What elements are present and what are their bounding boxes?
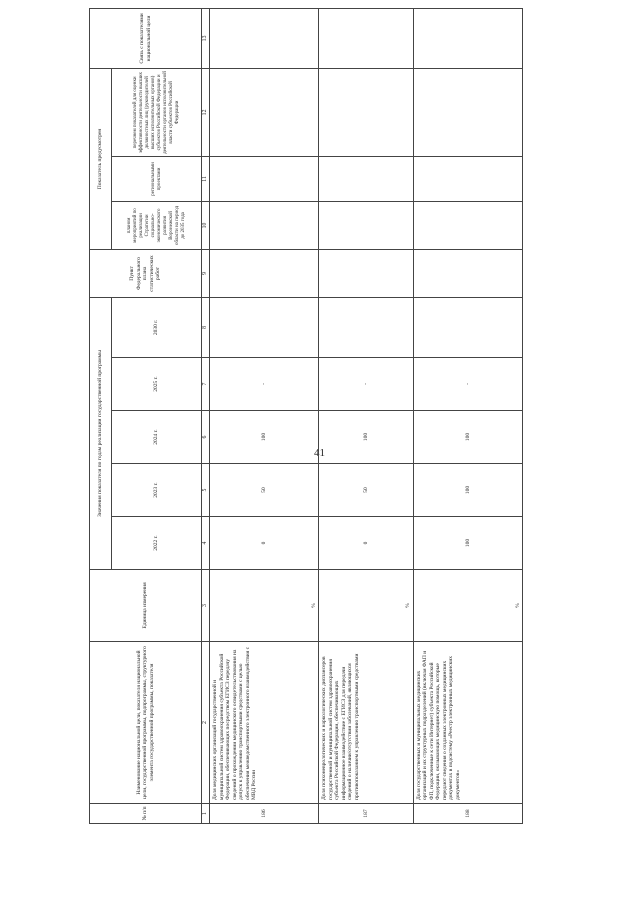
- row-number: 187: [319, 804, 414, 824]
- table-row: [210, 8, 319, 823]
- page-number: 41: [314, 447, 325, 459]
- row-name: Доля медицинских организаций государственной и муниципальной систем здравоохранения субъекта Российской Федерации, обеспечивающих посредством ЕГИСЗ передачу сведений о прохождении медицинского освидетельствования на допуск к управлению транспортными средствами с целью обеспечения межведомственного электронного взаимодействия с МВД России: [210, 642, 319, 804]
- row-value: [319, 297, 414, 357]
- row-value: 100: [413, 411, 522, 464]
- row-regional-projects: [210, 156, 319, 201]
- row-value: 50: [319, 464, 414, 517]
- header-link: Связь с показателями национальной цели: [90, 8, 202, 68]
- column-number: 7: [202, 358, 210, 411]
- row-value: 100: [413, 517, 522, 570]
- column-number: 3: [202, 570, 210, 642]
- column-number: 5: [202, 464, 210, 517]
- header-year: 2022 г.: [112, 517, 202, 570]
- row-value: 100: [210, 411, 319, 464]
- row-evaluation: [319, 68, 414, 156]
- row-value: 50: [210, 464, 319, 517]
- row-fed-plan: [319, 249, 414, 297]
- column-number: 2: [202, 642, 210, 804]
- column-number: 8: [202, 297, 210, 357]
- column-number: 11: [202, 156, 210, 201]
- indicators-table: [89, 8, 523, 824]
- row-value: -: [210, 358, 319, 411]
- row-regional-projects: [319, 156, 414, 201]
- row-fed-plan: [413, 249, 522, 297]
- row-evaluation: [210, 68, 319, 156]
- header-fed-plan: Пункт Федерального плана статистических работ: [90, 249, 202, 297]
- row-number: 188: [413, 804, 522, 824]
- column-number: 13: [202, 8, 210, 68]
- column-number: 9: [202, 249, 210, 297]
- row-number: 186: [210, 804, 319, 824]
- row-value: -: [413, 358, 522, 411]
- row-unit: %: [413, 570, 522, 642]
- column-number: 10: [202, 201, 210, 249]
- row-name: Доля психоневрологических и наркологических диспансеров государственной и муниципальной систем здравоохранения субъекта Российской Федерации, обеспечивающих информационное взаимодействие с ЕГИСЗ для передачи сведений о наличии/отсутствии заболеваний, являющихся противопоказанием к управлению транспортными средствами: [319, 642, 414, 804]
- row-strategy: [413, 201, 522, 249]
- table-row: [413, 8, 522, 823]
- row-link: [413, 8, 522, 68]
- header-strategy: планом мероприятий по реализации Стратегии социально-экономического развития Воронежской области на период до 2035 года: [112, 201, 202, 249]
- header-values-group: Значения показателя по годам реализации государственной программы: [90, 297, 112, 569]
- row-value: [210, 297, 319, 357]
- row-value: 0: [210, 517, 319, 570]
- row-value: 100: [413, 464, 522, 517]
- row-evaluation: [413, 68, 522, 156]
- row-link: [210, 8, 319, 68]
- row-name: Доля государственных и муниципальных медицинских организаций и их структурных подразделений (включая ФАП и ФП, подключенные к сети Интернет) субъекта Российской Федерации, оказывающих медицинскую помощь, которые передают сведения о созданных электронных медицинских документах в подсистему «Реестр электронных медицинских документов»: [413, 642, 522, 804]
- header-year: 2030 г.: [112, 297, 202, 357]
- row-value: 100: [319, 411, 414, 464]
- header-regional-projects: региональными проектами: [112, 156, 202, 201]
- header-year: 2023 г.: [112, 464, 202, 517]
- rotated-table-container: [89, 13, 523, 824]
- row-unit: %: [210, 570, 319, 642]
- header-conf-group: Показатель предусмотрен: [90, 68, 112, 249]
- header-year: 2024 г.: [112, 411, 202, 464]
- header-name: Наименование национальной цели, показателя национальной цели, государственной программы, подпрограммы, структурного элемента государственной программы, показателя: [90, 642, 202, 804]
- row-value: [413, 297, 522, 357]
- header-unit: Единица измерения: [90, 570, 202, 642]
- row-value: 0: [319, 517, 414, 570]
- row-strategy: [210, 201, 319, 249]
- row-fed-plan: [210, 249, 319, 297]
- row-value: -: [319, 358, 414, 411]
- row-link: [319, 8, 414, 68]
- header-no: № п/п: [90, 804, 202, 824]
- column-number: 4: [202, 517, 210, 570]
- column-number: 6: [202, 411, 210, 464]
- row-regional-projects: [413, 156, 522, 201]
- header-year: 2025 г.: [112, 358, 202, 411]
- row-unit: %: [319, 570, 414, 642]
- column-number: 12: [202, 68, 210, 156]
- row-strategy: [319, 201, 414, 249]
- column-number: 1: [202, 804, 210, 824]
- table-row: [319, 8, 414, 823]
- header-evaluation: перечнем показателей для оценки эффективности деятельности высших должностных лиц (руководителей высших исполнительных органов) субъектов Российской Федерации и деятельности органов исполнительной власти субъектов Российской Федерации: [112, 68, 202, 156]
